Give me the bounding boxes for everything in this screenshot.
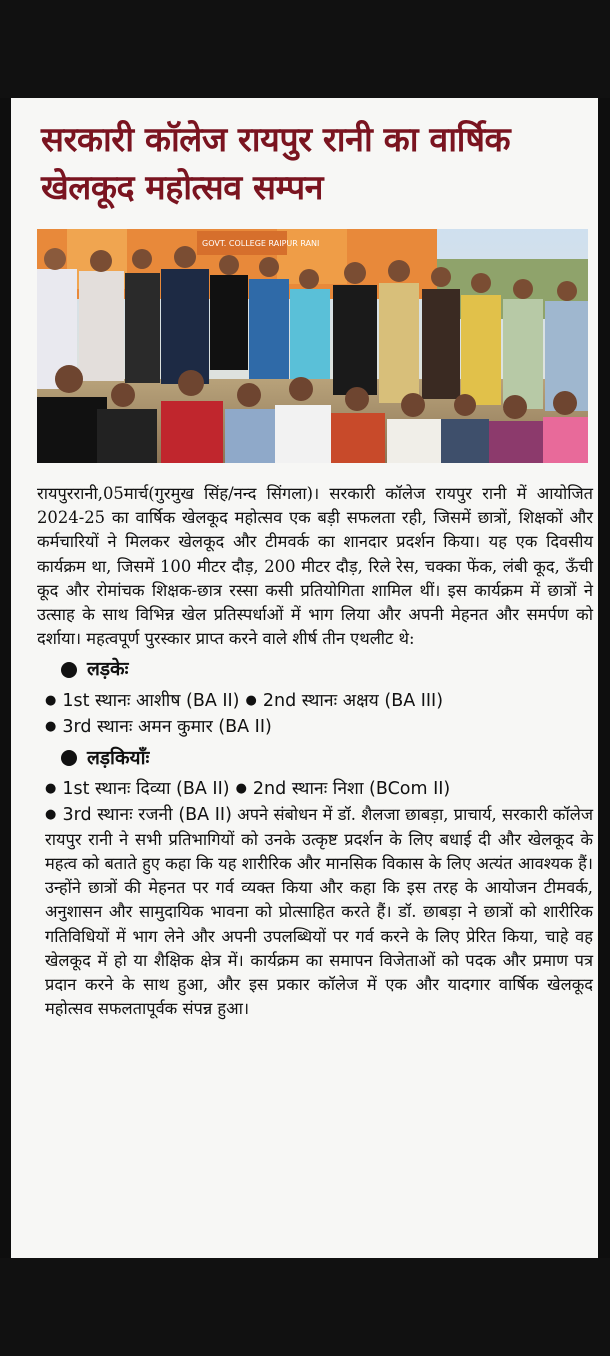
- closing-text: अपने संबोधन में डॉ. शैलजा छाबड़ा, प्राचार्य, सरकारी कॉलेज रायपुर रानी ने सभी प्रतिभागियों को उनके उत्कृष्ट प्रदर्शन के लिए बधाई दी और खेलकूद के महत्व को बताते हुए कहा कि यह शारीरिक और मानसिक विकास के लिए अत्यंत आवश्यक हैं। उन्होंने छात्रों की मेहनत पर गर्व व्यक्त किया और कहा कि इस तरह के आयोजन टीमवर्क, अनुशासन और सामुदायिक भावना को प्रोत्साहित करते हैं। डॉ. छाबड़ा ने छात्रों को शारीरिक गतिविधियों में भाग लेने और अपनी उपलब्धियों पर गर्व करने के लिए प्रेरित किया, चाहे वह खेलकूद में हो या शैक्षिक क्षेत्र में। कार्यक्रम का समापन विजेताओं को पदक और प्रमाण पत्र प्रदान करने के साथ हुआ, और इस प्रकार कॉलेज में एक और यादगार वार्षिक खेलकूद महोत्सव सफलतापूर्वक संपन्न हुआ।: [45, 804, 593, 1019]
- boys-first: 1st स्थानः आशीष (BA II): [62, 690, 240, 711]
- bullet-icon: ●: [45, 780, 57, 796]
- newspaper-clipping: [11, 98, 598, 1258]
- group-photo: [37, 229, 588, 463]
- bullet-icon: ●: [45, 692, 57, 708]
- girls-heading: [61, 746, 593, 770]
- bullet-icon: [61, 750, 77, 766]
- bullet-icon: [61, 662, 77, 678]
- girls-heading-label: लड़कियाँः: [87, 746, 150, 769]
- headline-line-2: खेलकूद महोत्सव सम्पन: [41, 168, 324, 208]
- bottom-black-bar: [0, 1258, 610, 1356]
- top-black-bar: [0, 0, 610, 98]
- bullet-icon: ●: [45, 718, 57, 734]
- article-body: [37, 482, 593, 1021]
- girls-winners-line-1: [45, 776, 593, 802]
- headline: [41, 116, 581, 212]
- boys-winners-line-1: [45, 688, 593, 714]
- girls-second: 2nd स्थानः निशा (BCom II): [252, 778, 451, 799]
- bullet-icon: ●: [245, 692, 257, 708]
- bullet-icon: ●: [45, 806, 57, 822]
- boys-winners-line-2: [45, 714, 593, 740]
- banner-text: GOVT. COLLEGE RAIPUR RANI: [202, 239, 320, 248]
- girls-first: 1st स्थानः दिव्या (BA II): [62, 778, 230, 799]
- group-photo-image: [37, 229, 588, 463]
- headline-line-1: सरकारी कॉलेज रायपुर रानी का वार्षिक: [41, 120, 511, 160]
- boys-heading-label: लड़केः: [87, 658, 129, 681]
- boys-second: 2nd स्थानः अक्षय (BA III): [262, 690, 444, 711]
- girls-third: 3rd स्थानः रजनी (BA II): [62, 804, 232, 825]
- article-intro: रायपुररानी,05मार्च(गुरमुख सिंह/नन्द सिंगला)। सरकारी कॉलेज रायपुर रानी में आयोजित 2024-25 का वार्षिक खेलकूद महोत्सव एक बड़ी सफलता रही, जिसमें छात्रों, शिक्षकों और कर्मचारियों ने मिलकर खेलकूद और टीमवर्क का शानदार प्रदर्शन किया। यह एक दिवसीय कार्यक्रम था, जिसमें 100 मीटर दौड़, 200 मीटर दौड़, रिले रेस, चक्का फेंक, लंबी कूद, ऊँची कूद और रोमांचक शिक्षक-छात्र रस्सा कसी प्रतियोगिता शामिल थीं। इस कार्यक्रम में छात्रों ने उत्साह के साथ विभिन्न खेल प्रतिस्पर्धाओं में भाग लिया और अपनी मेहनत और समर्पण को दर्शाया। महत्वपूर्ण पुरस्कार प्राप्त करने वाले शीर्ष तीन एथलीट थे:: [37, 484, 593, 649]
- bullet-icon: ●: [235, 780, 247, 796]
- boys-third: 3rd स्थानः अमन कुमार (BA II): [62, 716, 272, 737]
- boys-heading: [61, 657, 593, 681]
- closing-paragraph: [45, 802, 593, 1022]
